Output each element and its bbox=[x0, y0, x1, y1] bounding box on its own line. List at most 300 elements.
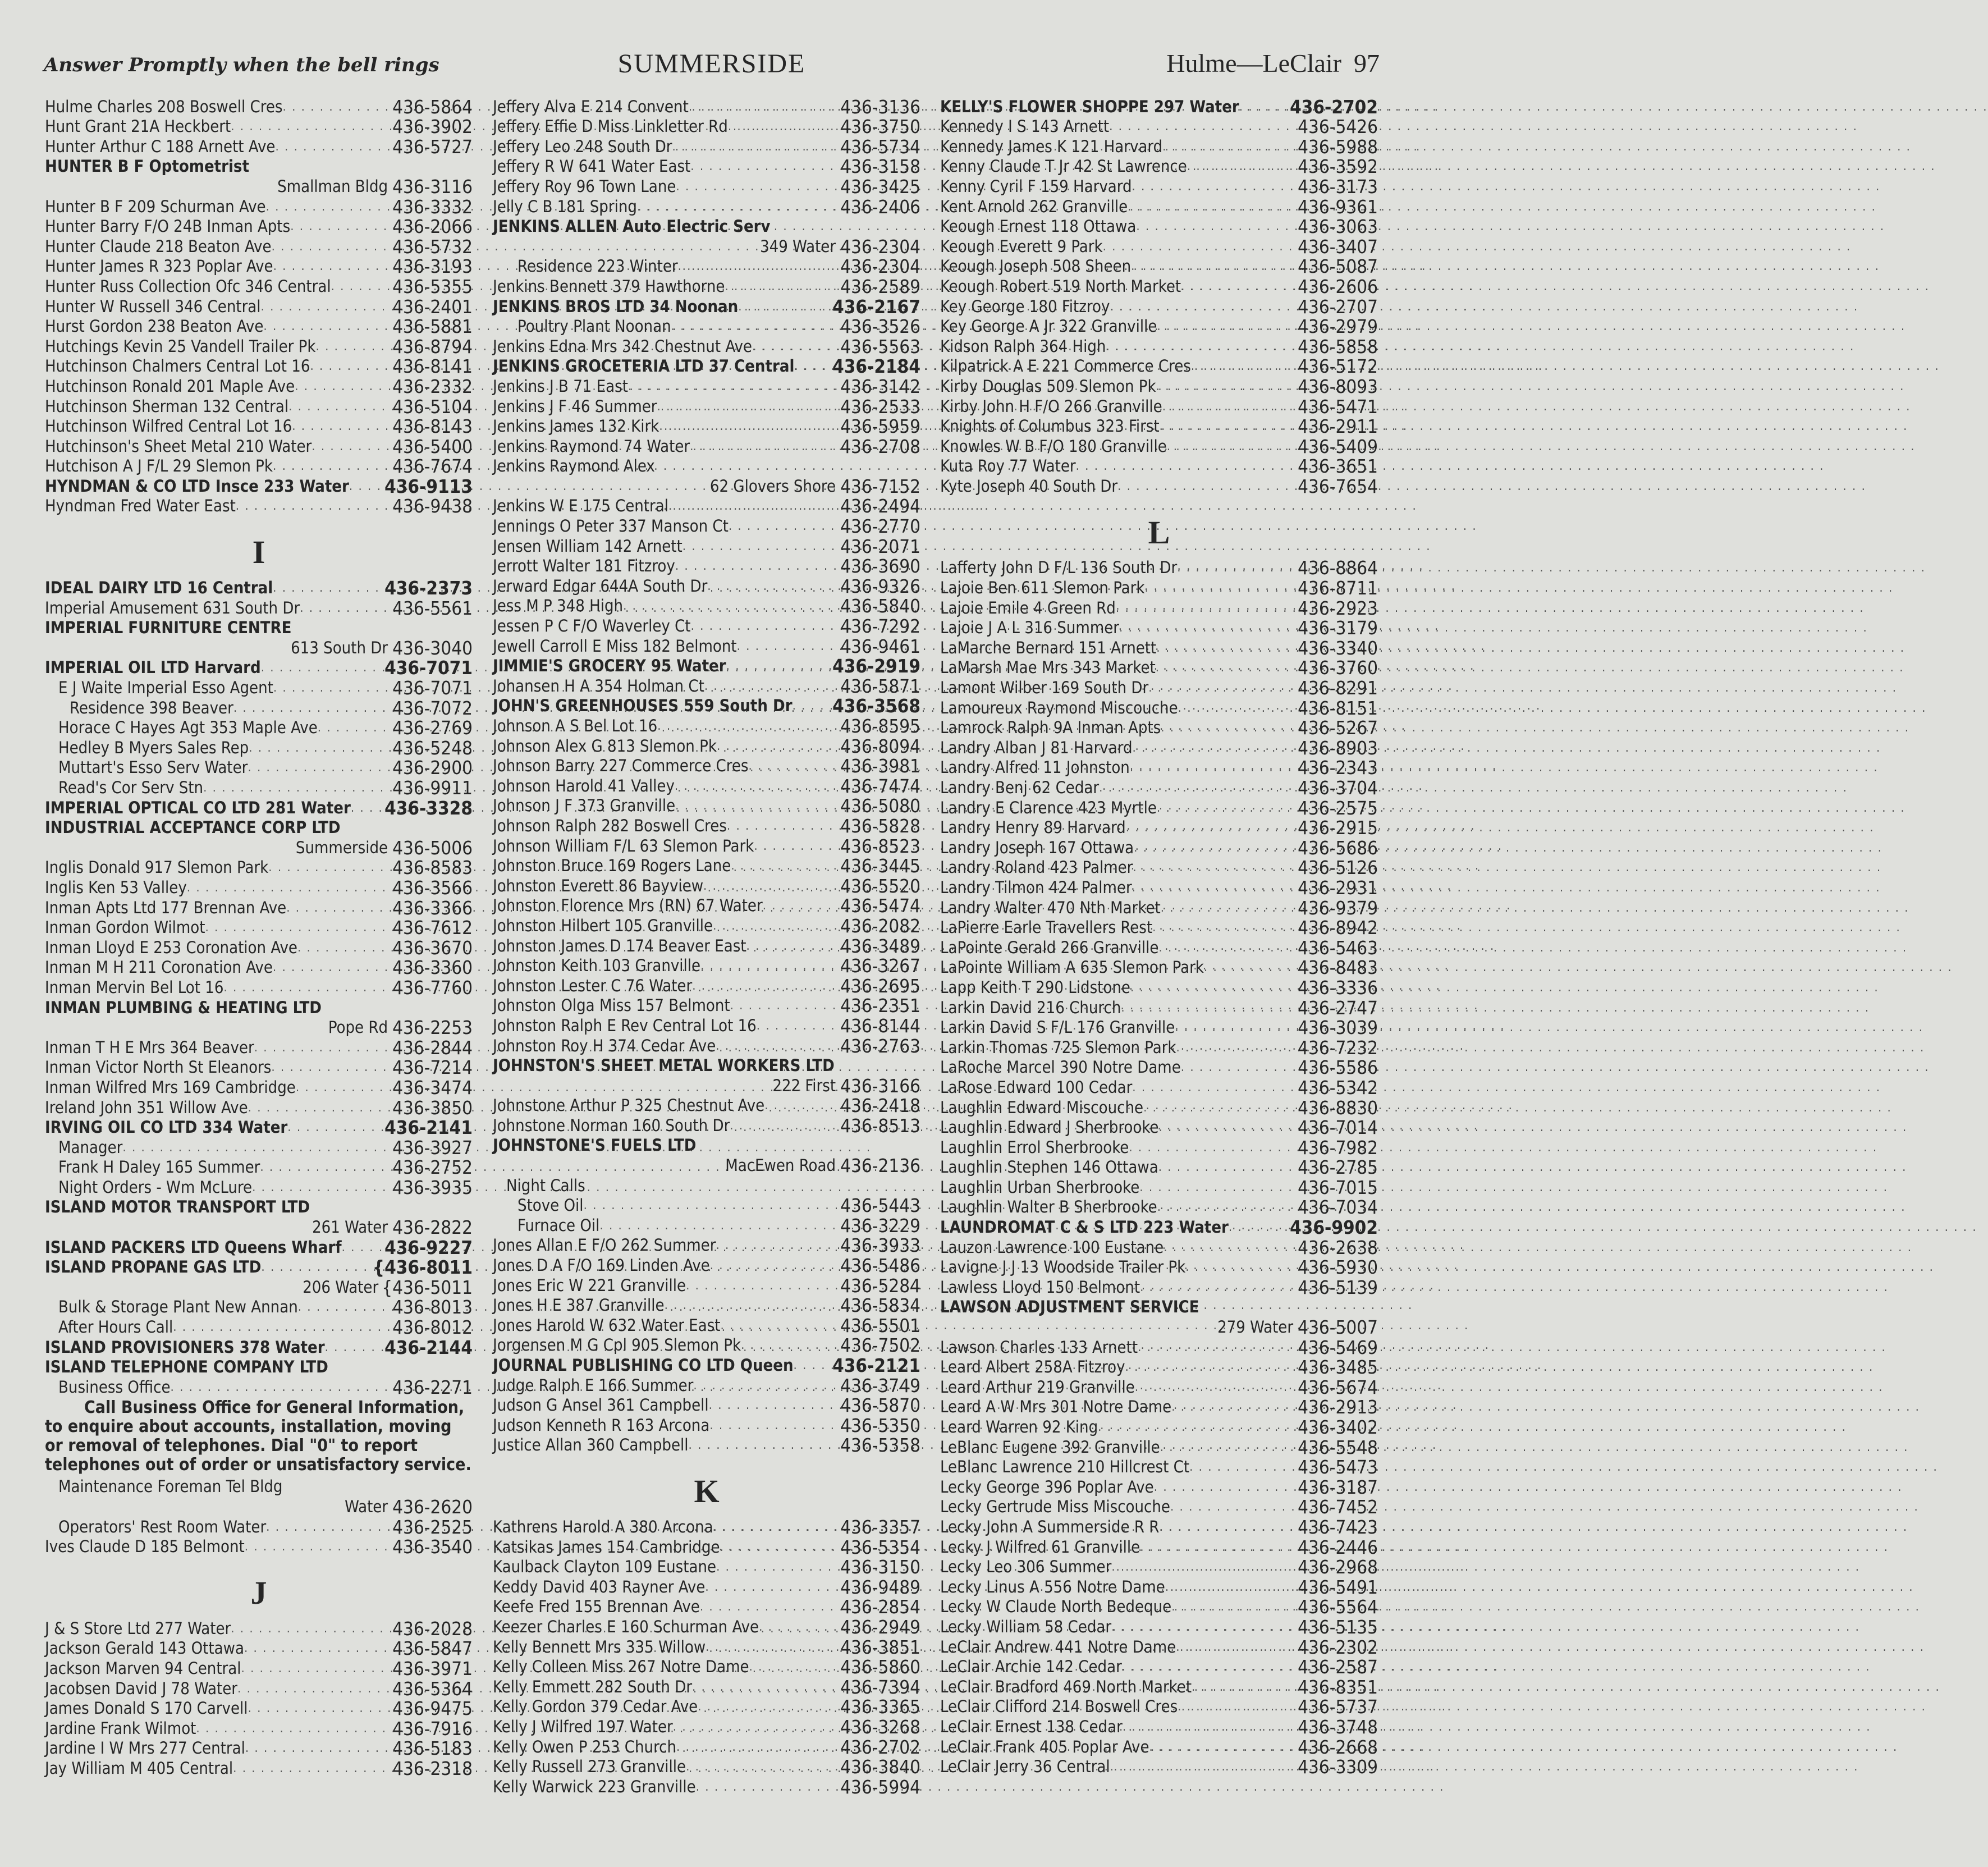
listing-name: Hutchison A J F/L 29 Slemon Pk bbox=[45, 456, 273, 476]
listing-row bbox=[493, 696, 920, 716]
phone-number: 436-3445 bbox=[840, 855, 920, 877]
listing-name: Pope Rd bbox=[328, 1018, 388, 1037]
listing-name: Manager bbox=[58, 1137, 123, 1157]
listing-row bbox=[45, 236, 473, 257]
leader-dots bbox=[1138, 1338, 1298, 1357]
listing-name: Judge Ralph E 166 Summer bbox=[493, 1375, 694, 1395]
leader-dots bbox=[1167, 437, 1298, 456]
listing-row bbox=[940, 1097, 1378, 1118]
phone-number: 436-7394 bbox=[840, 1676, 920, 1698]
phone-number: 436-5400 bbox=[392, 435, 473, 457]
listing-row bbox=[45, 157, 473, 177]
leader-dots bbox=[298, 1297, 392, 1317]
listing-name: Residence 398 Beaver bbox=[70, 698, 233, 717]
listing-name: LeBlanc Lawrence 210 Hillcrest Ct bbox=[940, 1457, 1190, 1477]
leader-dots bbox=[738, 297, 832, 317]
phone-number: 436-5358 bbox=[840, 1434, 920, 1457]
listing-name: Hunter Arthur C 188 Arnett Ave bbox=[45, 136, 276, 156]
listing-row bbox=[940, 1018, 1378, 1038]
phone-number: 436-2911 bbox=[1298, 415, 1378, 438]
listing-name: Landry Henry 89 Harvard bbox=[940, 818, 1126, 838]
phone-number: 436-5930 bbox=[1298, 1256, 1378, 1279]
listing-name: Jenkins Raymond Alex bbox=[493, 456, 655, 476]
leader-dots bbox=[671, 317, 840, 336]
listing-row bbox=[493, 317, 920, 337]
header-slogan: Answer Promptly when the bell rings bbox=[44, 54, 439, 76]
leader-dots bbox=[1123, 1717, 1298, 1737]
leader-dots bbox=[1158, 938, 1298, 958]
listing-name: After Hours Call bbox=[58, 1317, 173, 1337]
phone-number: 436-9113 bbox=[384, 475, 473, 497]
leader-dots bbox=[1117, 477, 1298, 496]
listing-row bbox=[940, 1457, 1378, 1477]
listing-row bbox=[940, 176, 1378, 196]
listing-row bbox=[45, 618, 473, 638]
leader-dots bbox=[245, 1738, 392, 1758]
listing-row bbox=[940, 1637, 1378, 1657]
leader-dots bbox=[759, 1617, 840, 1637]
phone-number: 436-8291 bbox=[1298, 677, 1378, 699]
phone-number: 436-2752 bbox=[392, 1156, 473, 1179]
listing-name: Johnson J F 373 Granville bbox=[493, 796, 676, 816]
listing-name: Stove Oil bbox=[517, 1196, 584, 1215]
leader-dots bbox=[672, 137, 841, 157]
listing-row bbox=[493, 396, 920, 417]
phone-number: 436-3568 bbox=[832, 695, 920, 717]
leader-dots bbox=[1161, 718, 1298, 738]
leader-dots bbox=[342, 1238, 384, 1257]
phone-number: 436-5834 bbox=[840, 1294, 920, 1317]
listing-row bbox=[45, 997, 473, 1018]
listing-row bbox=[493, 976, 920, 996]
listing-name: Hutchinson's Sheet Metal 210 Water bbox=[45, 436, 312, 456]
leader-dots bbox=[1126, 818, 1298, 838]
phone-number: 436-2668 bbox=[1298, 1736, 1378, 1758]
leader-dots bbox=[248, 758, 392, 777]
leader-dots bbox=[686, 1276, 840, 1296]
listing-row bbox=[940, 376, 1378, 396]
listing-row bbox=[493, 296, 920, 317]
leader-dots bbox=[700, 1597, 840, 1617]
listing-name: 62 Glovers Shore bbox=[709, 476, 836, 496]
phone-number: 436-2708 bbox=[840, 435, 920, 457]
listing-row bbox=[940, 1577, 1378, 1597]
phone-number: 436-2418 bbox=[840, 1095, 920, 1117]
phone-number: 436-5135 bbox=[1298, 1616, 1378, 1638]
listing-name: JENKINS ALLEN Auto Electric Serv bbox=[493, 217, 771, 236]
listing-name: Business Office bbox=[58, 1377, 171, 1397]
leader-dots bbox=[696, 1777, 840, 1797]
listing-row bbox=[493, 876, 920, 896]
phone-number: 436-2318 bbox=[392, 1757, 473, 1779]
phone-number: 436-7014 bbox=[1298, 1116, 1378, 1139]
phone-number: 436-7423 bbox=[1298, 1516, 1378, 1538]
leader-dots bbox=[1132, 1078, 1298, 1097]
listing-row bbox=[493, 356, 920, 377]
leader-dots bbox=[682, 537, 840, 556]
listing-row bbox=[940, 718, 1378, 738]
leader-dots bbox=[1187, 157, 1298, 176]
listing-name: Johnston Lester C 76 Water bbox=[493, 976, 693, 995]
listing-row bbox=[493, 1577, 920, 1597]
phone-number: 436-5007 bbox=[1298, 1316, 1378, 1339]
listing-name: HUNTER B F Optometrist bbox=[45, 157, 249, 176]
leader-dots bbox=[1165, 1577, 1298, 1597]
leader-dots bbox=[297, 938, 392, 958]
leader-dots bbox=[248, 1699, 393, 1718]
phone-number: 436-2028 bbox=[392, 1617, 473, 1640]
leader-dots bbox=[752, 337, 840, 356]
listing-row bbox=[493, 196, 920, 217]
listing-row bbox=[45, 698, 473, 718]
listing-row bbox=[493, 1415, 920, 1435]
header-city: SUMMERSIDE bbox=[617, 49, 806, 79]
listing-name: Lecky Gertrude Miss Miscouche bbox=[940, 1497, 1170, 1517]
leader-dots bbox=[292, 417, 392, 436]
leader-dots bbox=[331, 277, 393, 296]
phone-number: 436-3540 bbox=[392, 1536, 473, 1558]
listing-name: Hulme Charles 208 Boswell Cres bbox=[45, 97, 283, 116]
phone-number: 436-9475 bbox=[392, 1697, 473, 1720]
listing-row bbox=[493, 1196, 920, 1216]
phone-number: 436-5727 bbox=[392, 135, 473, 158]
listing-row bbox=[45, 257, 473, 277]
leader-dots bbox=[720, 1537, 841, 1557]
listing-name: Hutchinson Chalmers Central Lot 16 bbox=[45, 356, 310, 376]
phone-number: 436-5988 bbox=[1298, 135, 1378, 158]
listing-name: Kyte Joseph 40 South Dr bbox=[940, 476, 1118, 496]
leader-dots bbox=[237, 1679, 392, 1699]
listing-name: Judson Kenneth R 163 Arcona bbox=[493, 1415, 710, 1435]
leader-dots bbox=[698, 1697, 840, 1717]
listing-row bbox=[45, 276, 473, 296]
phone-number: 436-5586 bbox=[1298, 1056, 1378, 1079]
phone-number: 436-3760 bbox=[1298, 657, 1378, 679]
phone-number: 436-3150 bbox=[840, 1556, 920, 1578]
phone-number: 436-5491 bbox=[1298, 1576, 1378, 1598]
listing-name: 279 Water bbox=[1217, 1317, 1294, 1337]
listing-name: Jeffery Effie D Miss Linkletter Rd bbox=[493, 117, 728, 136]
listing-row bbox=[493, 1395, 920, 1416]
listing-name: Landry Walter 470 Nth Market bbox=[940, 898, 1161, 917]
listing-name: Poultry Plant Noonan bbox=[517, 317, 671, 336]
phone-number: 436-8864 bbox=[1298, 557, 1378, 579]
listing-row bbox=[940, 196, 1378, 217]
leader-dots bbox=[1160, 417, 1298, 436]
listing-row bbox=[493, 1056, 920, 1076]
listing-name: Johansen H A 354 Holman Ct bbox=[493, 676, 704, 695]
phone-number: 436-8903 bbox=[1298, 736, 1378, 759]
listing-name: Hutchinson Ronald 201 Maple Ave bbox=[45, 376, 295, 396]
listing-row bbox=[493, 1136, 920, 1156]
phone-number: 436-2763 bbox=[840, 1035, 920, 1057]
listing-row bbox=[45, 117, 473, 137]
listing-name: Lecky W Claude North Bedeque bbox=[940, 1597, 1172, 1617]
listing-name: Jorgensen M G Cpl 905 Slemon Pk bbox=[493, 1335, 741, 1355]
listing-note: Call Business Office for General Information, to enquire about accounts, installation, moving or removal of telephones. Dial "0" to report telephones out of order or unsatisfactory service. bbox=[45, 1397, 471, 1475]
listing-row bbox=[45, 1177, 473, 1197]
listing-name: Keough Ernest 118 Ottawa bbox=[940, 217, 1137, 236]
phone-number: 436-2589 bbox=[840, 275, 920, 298]
phone-number: 436-7072 bbox=[392, 697, 473, 719]
listing-row bbox=[45, 317, 473, 337]
leader-dots bbox=[678, 257, 840, 276]
listing-name: Johnson William F/L 63 Slemon Park bbox=[493, 836, 754, 855]
leader-dots bbox=[763, 896, 840, 916]
listing-name: LAWSON ADJUSTMENT SERVICE bbox=[940, 1297, 1199, 1317]
leader-dots bbox=[286, 898, 392, 918]
listing-name: Landry Alfred 11 Johnston bbox=[940, 758, 1130, 777]
leader-dots bbox=[730, 996, 840, 1015]
phone-number: 436-2332 bbox=[392, 375, 473, 397]
listing-name: Inman M H 211 Coronation Ave bbox=[45, 958, 273, 977]
leader-dots bbox=[1156, 638, 1298, 658]
listing-name: LaRoche Marcel 390 Notre Dame bbox=[940, 1058, 1181, 1077]
listing-name: Knights of Columbus 323 First bbox=[940, 417, 1160, 436]
phone-number: 436-3981 bbox=[840, 755, 920, 777]
leader-dots bbox=[676, 1737, 840, 1757]
phone-number: 436-3592 bbox=[1298, 155, 1378, 178]
phone-number: 436-8143 bbox=[392, 415, 473, 438]
listing-row bbox=[45, 176, 473, 196]
phone-number: 436-3328 bbox=[384, 797, 473, 819]
listing-name: Horace C Hayes Agt 353 Maple Ave bbox=[58, 718, 318, 738]
phone-number: 436-5686 bbox=[1298, 836, 1378, 859]
leader-dots bbox=[659, 417, 840, 436]
phone-number: 436-3116 bbox=[392, 175, 473, 198]
phone-number: 436-5501 bbox=[840, 1314, 920, 1337]
listing-name: JOHNSTONE'S FUELS LTD bbox=[493, 1136, 697, 1155]
leader-dots bbox=[689, 97, 840, 117]
listing-row bbox=[493, 896, 920, 916]
listing-name: Kennedy I S 143 Arnett bbox=[940, 117, 1110, 136]
phone-number: 436-3407 bbox=[1298, 235, 1378, 258]
listing-row bbox=[940, 1197, 1378, 1218]
listing-name: Johnston Hilbert 105 Granville bbox=[493, 916, 713, 935]
leader-dots bbox=[1133, 858, 1298, 877]
phone-number: 436-5080 bbox=[840, 795, 920, 817]
listing-name: Water bbox=[345, 1497, 388, 1516]
listing-row bbox=[45, 1699, 473, 1719]
phone-number: 436-3690 bbox=[840, 555, 920, 578]
listing-name: LeClair Jerry 36 Central bbox=[940, 1757, 1110, 1777]
listing-row bbox=[493, 1677, 920, 1697]
listing-row bbox=[45, 1758, 473, 1778]
listing-row bbox=[45, 1658, 473, 1678]
listing-name: Kelly Emmett 282 South Dr bbox=[493, 1677, 693, 1696]
listing-row bbox=[45, 718, 473, 738]
phone-number: 436-8711 bbox=[1298, 577, 1378, 600]
leader-dots bbox=[1109, 117, 1298, 136]
phone-number: 436-5858 bbox=[1298, 335, 1378, 358]
listing-name: Jones Allan E F/O 262 Summer bbox=[493, 1235, 716, 1255]
listing-name: Jess M P 348 High bbox=[493, 596, 624, 616]
leader-dots bbox=[273, 958, 392, 977]
listing-row bbox=[940, 1737, 1378, 1757]
phone-number: 436-7152 bbox=[840, 475, 920, 497]
leader-dots bbox=[1111, 1617, 1298, 1637]
listing-row bbox=[45, 1357, 473, 1378]
leader-dots bbox=[1125, 1357, 1298, 1377]
leader-dots bbox=[599, 1216, 840, 1235]
leader-dots bbox=[1110, 297, 1298, 317]
leader-dots bbox=[275, 137, 392, 157]
leader-dots bbox=[290, 217, 392, 236]
leader-dots bbox=[1134, 838, 1298, 858]
leader-dots bbox=[266, 1517, 392, 1537]
leader-dots bbox=[637, 197, 840, 217]
listing-name: Lafferty John D F/L 136 South Dr bbox=[940, 558, 1178, 578]
listing-row bbox=[45, 838, 473, 858]
phone-number: 436-3267 bbox=[840, 955, 920, 977]
header-range bbox=[1166, 48, 1380, 78]
leader-dots bbox=[713, 1517, 840, 1537]
listing-row bbox=[940, 638, 1378, 658]
listing-name: Leard Warren 92 King bbox=[940, 1417, 1098, 1436]
phone-number: 436-7674 bbox=[392, 455, 473, 478]
listing-name: Jenkins Bennett 379 Hawthorne bbox=[493, 276, 725, 296]
listing-name: LaPointe Gerald 266 Granville bbox=[940, 937, 1159, 957]
phone-number: 436-3748 bbox=[1298, 1715, 1378, 1738]
phone-number: 436-2707 bbox=[1298, 295, 1378, 318]
listing-name: Kaulback Clayton 109 Eustane bbox=[493, 1557, 717, 1577]
phone-number: 436-3365 bbox=[840, 1696, 920, 1718]
section-letter: K bbox=[694, 1473, 720, 1510]
leader-dots bbox=[686, 1757, 840, 1777]
leader-dots bbox=[273, 678, 392, 698]
phone-number: 436-2702 bbox=[1290, 95, 1378, 118]
phone-number: 436-2900 bbox=[392, 757, 473, 779]
leader-dots bbox=[728, 117, 840, 136]
leader-dots bbox=[1189, 1457, 1298, 1477]
phone-number: 436-2844 bbox=[392, 1036, 473, 1059]
listing-row bbox=[493, 157, 920, 177]
phone-number: 436-7982 bbox=[1298, 1136, 1378, 1159]
leader-dots bbox=[1178, 1697, 1298, 1717]
listing-name: Inman Victor North St Eleanors bbox=[45, 1058, 272, 1077]
listing-row bbox=[45, 1237, 473, 1257]
listing-row bbox=[493, 536, 920, 556]
listing-row bbox=[940, 1397, 1378, 1417]
phone-number: 436-8523 bbox=[840, 835, 920, 857]
listing-name: LeClair Andrew 441 Notre Dame bbox=[940, 1637, 1176, 1656]
listing-row bbox=[45, 1157, 473, 1178]
listing-row bbox=[45, 1018, 473, 1038]
phone-number: 436-2525 bbox=[392, 1516, 473, 1538]
listing-row bbox=[493, 1355, 920, 1375]
leader-dots bbox=[245, 1537, 392, 1557]
phone-number: 436-2533 bbox=[840, 395, 920, 418]
phone-number: 436-3332 bbox=[392, 195, 473, 218]
listing-row bbox=[493, 1557, 920, 1577]
listing-row bbox=[493, 856, 920, 876]
listing-name: Johnston Keith 103 Granville bbox=[493, 956, 701, 976]
listing-name: Laughlin Stephen 146 Ottawa bbox=[940, 1157, 1158, 1177]
listing-name: IMPERIAL FURNITURE CENTRE bbox=[45, 618, 292, 638]
phone-number: 436-5828 bbox=[840, 814, 920, 837]
listing-name: Hurst Gordon 238 Beaton Ave bbox=[45, 317, 264, 336]
listing-row bbox=[493, 1717, 920, 1737]
phone-number: 436-8595 bbox=[840, 715, 920, 737]
leader-dots bbox=[700, 956, 840, 976]
listing-name: Judson G Ansel 361 Campbell bbox=[493, 1395, 709, 1415]
listing-row bbox=[493, 1315, 920, 1335]
listing-name: Johnson Ralph 282 Boswell Cres bbox=[493, 816, 727, 835]
leader-dots bbox=[1177, 558, 1298, 578]
leader-dots bbox=[266, 197, 392, 217]
leader-dots bbox=[1099, 778, 1298, 798]
listing-name: Jackson Marven 94 Central bbox=[45, 1658, 241, 1678]
leader-dots bbox=[1140, 1278, 1298, 1297]
listing-name: 613 South Dr bbox=[291, 638, 388, 657]
leader-dots bbox=[268, 858, 392, 877]
listing-name: Smallman Bldg bbox=[277, 176, 388, 196]
listing-name: IRVING OIL CO LTD 334 Water bbox=[45, 1118, 288, 1137]
leader-dots bbox=[1106, 337, 1298, 356]
listing-row bbox=[493, 1697, 920, 1717]
leader-dots bbox=[300, 598, 392, 618]
listing-name: Jay William M 405 Central bbox=[45, 1758, 233, 1778]
leader-dots bbox=[709, 1416, 840, 1435]
leader-dots bbox=[764, 1096, 840, 1115]
listing-row bbox=[493, 556, 920, 576]
phone-number: 436-5126 bbox=[1298, 857, 1378, 879]
listing-name: 222 First bbox=[772, 1076, 836, 1095]
listing-name: Johnston Bruce 169 Rogers Lane bbox=[493, 856, 731, 876]
leader-dots bbox=[665, 1296, 841, 1315]
listing-row bbox=[493, 1296, 920, 1316]
leader-dots bbox=[1158, 1118, 1298, 1137]
listing-row bbox=[940, 1337, 1378, 1357]
listing-row bbox=[940, 336, 1378, 356]
listing-name: Larkin Thomas 725 Slemon Park bbox=[940, 1037, 1176, 1057]
listing-row bbox=[45, 1257, 473, 1278]
listing-row bbox=[940, 276, 1378, 296]
listing-name: Jenkins Raymond 74 Water bbox=[493, 436, 690, 456]
directory-column-3 bbox=[940, 97, 1378, 1777]
listing-name: Hunter Barry F/O 24B Inman Apts bbox=[45, 217, 291, 236]
listing-row bbox=[493, 176, 920, 196]
listing-row bbox=[940, 1058, 1378, 1078]
listing-row bbox=[45, 1217, 473, 1237]
listing-row bbox=[45, 1477, 473, 1497]
leader-dots bbox=[1143, 1098, 1298, 1118]
leader-dots bbox=[717, 736, 840, 756]
leader-dots bbox=[261, 297, 393, 317]
listing-row bbox=[940, 758, 1378, 778]
listing-row bbox=[45, 396, 473, 417]
leader-dots bbox=[741, 1335, 840, 1355]
listing-row bbox=[45, 436, 473, 456]
phone-number: 436-7214 bbox=[392, 1056, 473, 1079]
listing-row bbox=[493, 1155, 920, 1175]
listing-name: MacEwen Road bbox=[725, 1156, 836, 1175]
listing-row bbox=[940, 838, 1378, 858]
phone-number: 436-9227 bbox=[384, 1236, 473, 1259]
leader-dots bbox=[1132, 177, 1298, 196]
leader-dots bbox=[1170, 1497, 1298, 1517]
listing-name: Hunter W Russell 346 Central bbox=[45, 296, 261, 316]
phone-number: 436-5486 bbox=[840, 1255, 920, 1277]
leader-dots bbox=[689, 1435, 841, 1455]
phone-number: 436-7232 bbox=[1298, 1036, 1378, 1059]
listing-name: Johnston Roy H 374 Cedar Ave bbox=[493, 1036, 716, 1055]
listing-row bbox=[45, 496, 473, 516]
listing-name: Jeffery R W 641 Water East bbox=[493, 157, 691, 176]
listing-name: Lamont Wilber 169 South Dr bbox=[940, 678, 1149, 698]
leader-dots bbox=[205, 918, 392, 937]
phone-number: 436-3851 bbox=[840, 1636, 920, 1658]
